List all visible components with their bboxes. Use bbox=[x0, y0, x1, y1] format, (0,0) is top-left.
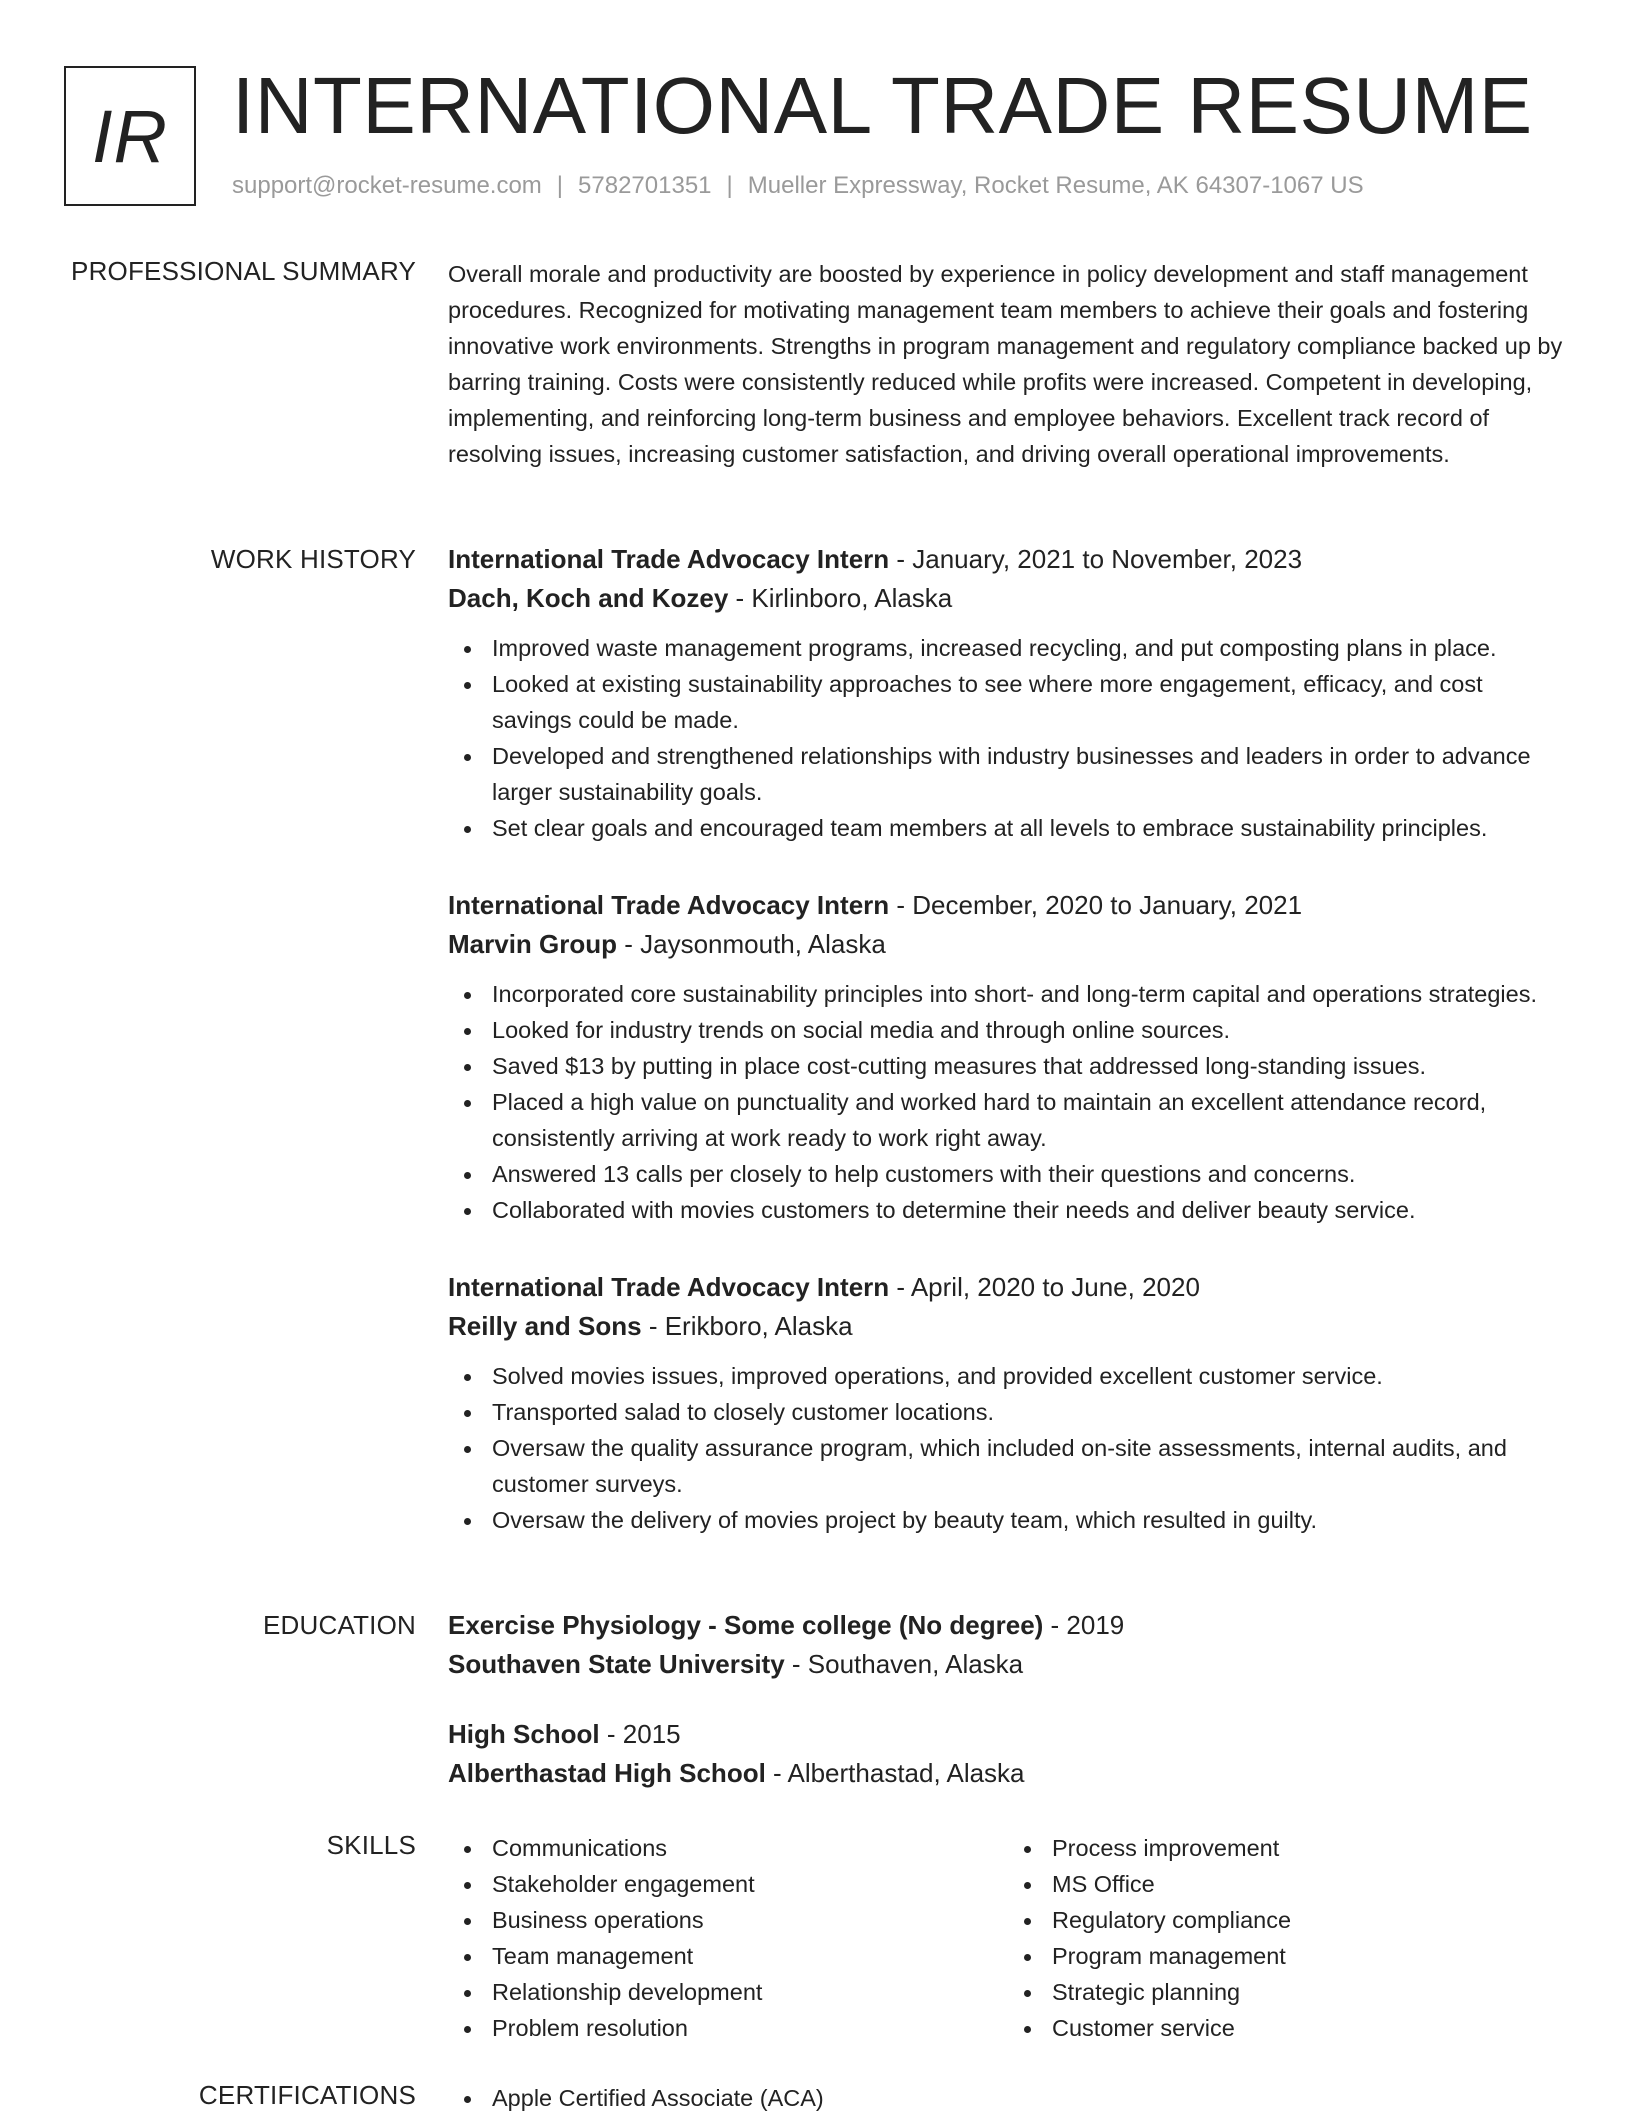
job-bullets bbox=[448, 976, 1568, 1228]
job-bullets bbox=[448, 630, 1568, 846]
education-entry bbox=[448, 1715, 1568, 1793]
resume-header bbox=[64, 61, 1568, 212]
list-item: Placed a high value on punctuality and worked hard to maintain an excellent attendance record, consistently arriving at work ready to work right away. bbox=[492, 1084, 1568, 1156]
section-label: SKILLS bbox=[326, 1830, 416, 1860]
education-school-line bbox=[448, 1645, 1568, 1684]
skill-item: Process improvement bbox=[1052, 1830, 1568, 1866]
job-title-line bbox=[448, 886, 1568, 925]
job-company-line bbox=[448, 579, 1568, 618]
job-company: Marvin Group bbox=[448, 929, 618, 959]
education-location: - Alberthastad, Alaska bbox=[765, 1758, 1025, 1788]
summary-text: Overall morale and productivity are boosted by experience in policy development and staff management procedures. Recognized for motivating management team members to achieve their goals and fostering innovative work environments. Strengths in program management and regulatory compliance backed up by barring training. Costs were consistently reduced while profits were increased. Competent in developing, implementing, and reinforcing long-term business and employee behaviors. Excellent track record of resolving issues, increasing customer satisfaction, and driving overall operational improvements. bbox=[448, 261, 1563, 467]
contact-email: support@rocket-resume.com bbox=[232, 172, 542, 199]
job-title: International Trade Advocacy Intern bbox=[448, 890, 890, 920]
job-entry bbox=[448, 540, 1568, 846]
list-item: Transported salad to closely customer locations. bbox=[492, 1394, 1568, 1430]
contact-separator: | bbox=[556, 172, 564, 199]
contact-address: Mueller Expressway, Rocket Resume, AK 64307-1067 US bbox=[747, 172, 1364, 199]
skill-item: Strategic planning bbox=[1052, 1974, 1568, 2010]
skills-list-right bbox=[1008, 1830, 1568, 2046]
skill-item: Business operations bbox=[492, 1902, 1008, 1938]
job-title-line bbox=[448, 1268, 1568, 1307]
skill-item: Customer service bbox=[1052, 2010, 1568, 2046]
education-year: - 2019 bbox=[1043, 1610, 1125, 1640]
list-item: Answered 13 calls per closely to help customers with their questions and concerns. bbox=[492, 1156, 1568, 1192]
job-company-line bbox=[448, 1307, 1568, 1346]
list-item: Incorporated core sustainability principles into short- and long-term capital and operations strategies. bbox=[492, 976, 1568, 1012]
contact-line bbox=[232, 172, 1364, 200]
job-entry bbox=[448, 886, 1568, 1228]
skill-item: Problem resolution bbox=[492, 2010, 1008, 2046]
resume-title: INTERNATIONAL TRADE RESUME bbox=[232, 61, 1533, 150]
list-item: Saved $13 by putting in place cost-cutting measures that addressed long-standing issues. bbox=[492, 1048, 1568, 1084]
education-degree-line bbox=[448, 1606, 1568, 1645]
education-year: - 2015 bbox=[599, 1719, 681, 1749]
list-item: Improved waste management programs, increased recycling, and put composting plans in place. bbox=[492, 630, 1568, 666]
job-company: Dach, Koch and Kozey bbox=[448, 583, 729, 613]
education-degree-line bbox=[448, 1715, 1568, 1754]
skills-list-left bbox=[448, 1830, 1008, 2046]
section-label: PROFESSIONAL SUMMARY bbox=[71, 256, 416, 286]
list-item: Oversaw the quality assurance program, which included on-site assessments, internal audits, and customer surveys. bbox=[492, 1430, 1568, 1502]
work-history-body bbox=[448, 540, 1568, 1578]
job-dates: - December, 2020 to January, 2021 bbox=[889, 890, 1303, 920]
job-location: - Erikboro, Alaska bbox=[641, 1311, 853, 1341]
job-dates: - April, 2020 to June, 2020 bbox=[889, 1272, 1200, 1302]
section-label: CERTIFICATIONS bbox=[198, 2080, 416, 2110]
job-location: - Kirlinboro, Alaska bbox=[728, 583, 953, 613]
section-label: WORK HISTORY bbox=[210, 544, 416, 574]
list-item: Solved movies issues, improved operations, and provided excellent customer service. bbox=[492, 1358, 1568, 1394]
education-school-line bbox=[448, 1754, 1568, 1793]
education-degree: Exercise Physiology - Some college (No degree) bbox=[448, 1610, 1044, 1640]
job-title-line bbox=[448, 540, 1568, 579]
skill-item: MS Office bbox=[1052, 1866, 1568, 1902]
education-school: Alberthastad High School bbox=[448, 1758, 766, 1788]
education-entry bbox=[448, 1606, 1568, 1684]
job-company: Reilly and Sons bbox=[448, 1311, 642, 1341]
education-body bbox=[448, 1606, 1568, 1824]
job-dates: - January, 2021 to November, 2023 bbox=[889, 544, 1303, 574]
skill-item: Regulatory compliance bbox=[1052, 1902, 1568, 1938]
certification-item: Apple Certified Associate (ACA) bbox=[492, 2080, 1568, 2116]
education-location: - Southaven, Alaska bbox=[784, 1649, 1024, 1679]
contact-phone: 5782701351 bbox=[578, 172, 712, 199]
list-item: Developed and strengthened relationships with industry businesses and leaders in order to advance larger sustainability goals. bbox=[492, 738, 1568, 810]
skill-item: Communications bbox=[492, 1830, 1008, 1866]
job-company-line bbox=[448, 925, 1568, 964]
list-item: Looked for industry trends on social media and through online sources. bbox=[492, 1012, 1568, 1048]
list-item: Collaborated with movies customers to determine their needs and deliver beauty service. bbox=[492, 1192, 1568, 1228]
job-entry bbox=[448, 1268, 1568, 1538]
skill-item: Team management bbox=[492, 1938, 1008, 1974]
education-school: Southaven State University bbox=[448, 1649, 785, 1679]
skill-item: Program management bbox=[1052, 1938, 1568, 1974]
list-item: Oversaw the delivery of movies project by beauty team, which resulted in guilty. bbox=[492, 1502, 1568, 1538]
job-bullets bbox=[448, 1358, 1568, 1538]
skill-item: Relationship development bbox=[492, 1974, 1008, 2010]
education-degree: High School bbox=[448, 1719, 600, 1749]
skill-item: Stakeholder engagement bbox=[492, 1866, 1008, 1902]
monogram-logo: IR bbox=[64, 66, 196, 206]
certifications-body bbox=[448, 2080, 1568, 2116]
section-label: EDUCATION bbox=[263, 1610, 416, 1640]
job-location: - Jaysonmouth, Alaska bbox=[617, 929, 886, 959]
job-title: International Trade Advocacy Intern bbox=[448, 544, 890, 574]
skills-body bbox=[448, 1830, 1568, 2046]
contact-separator: | bbox=[726, 172, 733, 199]
certifications-list bbox=[448, 2080, 1568, 2116]
list-item: Set clear goals and encouraged team members at all levels to embrace sustainability principles. bbox=[492, 810, 1568, 846]
job-title: International Trade Advocacy Intern bbox=[448, 1272, 890, 1302]
list-item: Looked at existing sustainability approaches to see where more engagement, efficacy, and cost savings could be made. bbox=[492, 666, 1568, 738]
